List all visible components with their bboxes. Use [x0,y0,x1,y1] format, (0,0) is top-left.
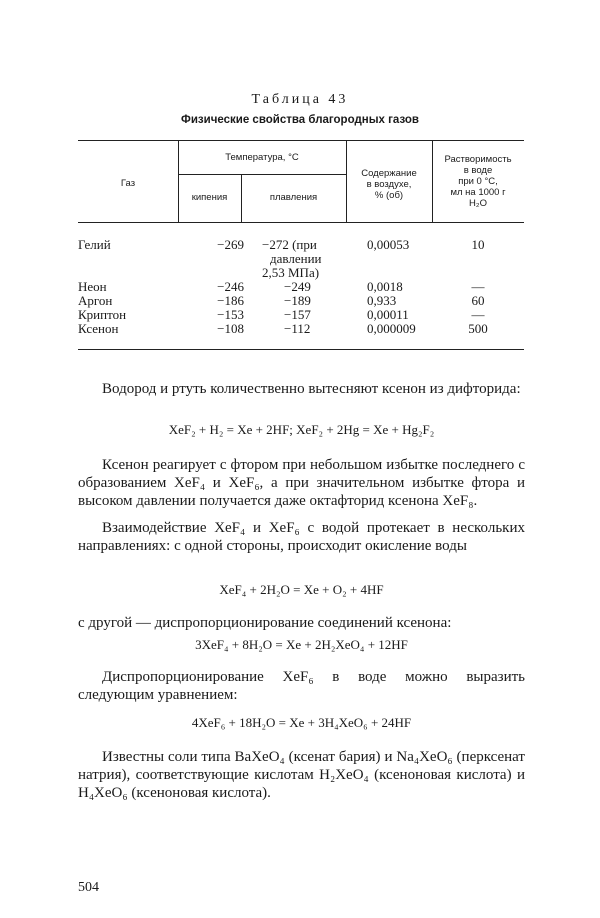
table-row-gas: Гелий [78,237,111,252]
table-row-melting: −157 [284,307,311,322]
table-row-air: 0,00053 [367,237,410,252]
table-number: Таблица 43 [251,92,349,107]
table-row-melting: −249 [284,279,311,294]
table-row-boiling: −108 [217,321,244,336]
header-solubility: Растворимость в воде при 0 °С, мл на 1000 г H₂O [444,154,512,209]
table-row-gas: Криптон [78,307,127,322]
header-melting: плавления [269,192,318,203]
equation-4: 4XeF₆ + 18H₂O = Xe + 3H₄XeO₆ + 24HF [191,715,412,730]
table-top-rule [78,140,524,141]
table-row-air: 0,0018 [367,279,403,294]
table-row-air: 0,000009 [367,321,416,336]
paragraph-6: Известны соли типа BaXeO₄ (ксенат бария) и Na₄XeO₆ (перксенат натрия), соответствующие кислотам H₂XeO₄ (ксеноновая кислота) и H₄XeO₆ (ксеноновая кислота). [78,749,525,801]
paragraph-2: Ксенон реагирует с фтором при небольшом избытке последнего с образованием XeF₄ и XeF₆, а при значительном избытке фтора и высоком давлении получается даже октафторид ксенона XeF₈. [78,457,525,509]
equation-1: XeF₂ + H₂ = Xe + 2HF; XeF₂ + 2Hg = Xe + Hg₂F₂ [168,422,435,437]
header-content: Содержание в воздухе, % (об) [361,168,417,201]
header-gas: Газ [120,178,136,189]
table-bottom-rule [78,349,524,350]
table-row-boiling: −186 [217,293,244,308]
table-row-melting: −272 (при давлении 2,53 МПа) [262,237,322,280]
equation-2: XeF₄ + 2H₂O = Xe + O₂ + 4HF [219,582,384,597]
table-title: Физические свойства благородных газов [181,114,419,126]
table-row-gas: Ксенон [78,321,119,336]
table-row-melting: −189 [284,293,311,308]
table-row-air: 0,933 [367,293,397,308]
paragraph-4: с другой — диспропорционирование соединений ксенона: [78,615,452,631]
table-row-melting: −112 [284,321,311,336]
table-row-solubility: — [471,307,485,322]
table-row-boiling: −153 [217,307,244,322]
table-row-solubility: 500 [468,321,488,336]
paragraph-5: Диспропорционирование XeF₆ в воде можно выразить следующим уравнением: [78,669,525,703]
paragraph-3: Взаимодействие XeF₄ и XeF₆ с водой протекает в нескольких направлениях: с одной стороны, происходит окисление воды [78,520,525,554]
header-boiling: кипения [191,192,228,203]
temperature-subrule [178,174,346,175]
table-row-boiling: −246 [217,279,244,294]
table-row-gas: Аргон [78,293,113,308]
page-number: 504 [78,880,99,895]
paragraph-1: Водород и ртуть количественно вытесняют ксенон из дифторида: [102,381,521,397]
header-temperature: Температура, °С [225,152,299,163]
equation-3: 3XeF₄ + 8H₂O = Xe + 2H₂XeO₄ + 12HF [195,637,408,652]
table-row-solubility: — [471,279,485,294]
table-row-solubility: 60 [471,293,485,308]
table-header-rule [78,222,524,223]
table-row-solubility: 10 [471,237,485,252]
table-row-boiling: −269 [217,237,244,252]
table-row-air: 0,00011 [367,307,409,322]
table-row-gas: Неон [78,279,107,294]
